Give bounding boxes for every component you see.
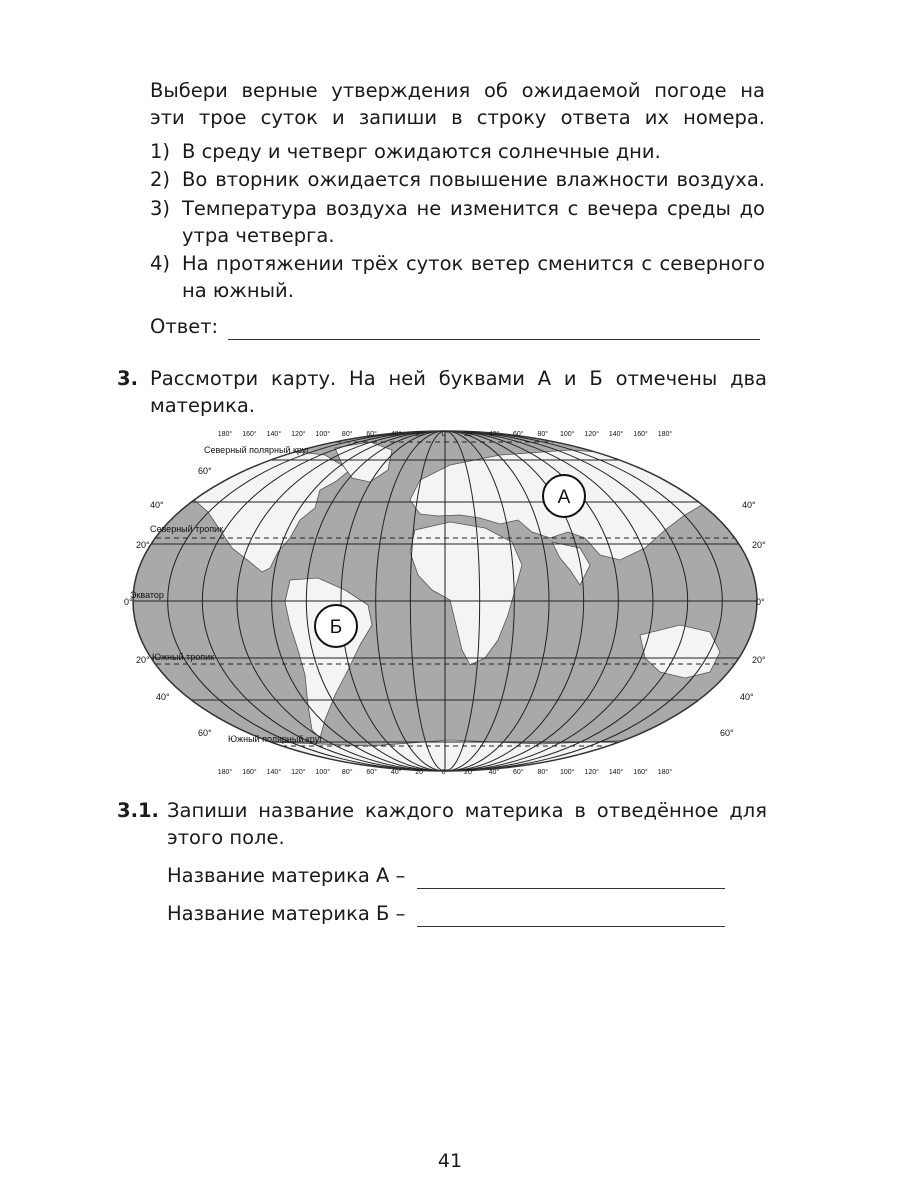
answer-row (150, 313, 760, 340)
lat-label: 40° (156, 692, 170, 702)
longitude-label: 180° (217, 769, 233, 776)
task-number: 3. (117, 367, 138, 390)
longitude-label: 100° (315, 769, 331, 776)
task-text-cont: материка. (150, 394, 255, 417)
option-text: В среду и четверг ожидаются солнечные дни. (182, 140, 661, 163)
marker-b (315, 605, 357, 647)
longitude-label: 140° (266, 431, 282, 438)
task-text: Рассмотри карту. На ней буквами А и Б отмечены два (150, 367, 767, 390)
longitude-label: 120° (291, 769, 306, 776)
option-1 (150, 138, 765, 165)
option-number: 4) (150, 252, 171, 275)
field-a-label: Название материка А – (167, 864, 406, 887)
longitude-label: 160° (242, 769, 257, 776)
lat-label: 0° (756, 597, 765, 607)
option-4 (150, 250, 765, 304)
longitude-label: 20° (464, 431, 475, 438)
task-3-1 (117, 797, 767, 851)
world-map (120, 420, 770, 782)
answer-input-line[interactable] (228, 319, 760, 340)
longitude-label: 180° (657, 431, 673, 438)
option-text: На протяжении трёх суток ветер сменится с северного (182, 252, 765, 275)
longitude-label: 180° (217, 431, 233, 438)
marker-b-letter: Б (329, 617, 343, 638)
marker-a-letter: А (557, 487, 571, 508)
arctic-circle-label: Северный полярный круг (204, 445, 310, 455)
longitude-label: 140° (266, 769, 282, 776)
intro-text (150, 77, 765, 131)
intro-line-1: Выбери верные утверждения об ожидаемой погоде на (150, 79, 765, 102)
lat-label: 60° (720, 728, 734, 738)
subtask-text-cont: этого поле. (167, 826, 285, 849)
option-text-cont: утра четверга. (182, 224, 335, 247)
longitude-label: 80° (537, 769, 549, 776)
longitude-label: 100° (559, 769, 575, 776)
longitude-label: 40° (390, 769, 402, 776)
intro-line-2: эти трое суток и запиши в строку ответа их номера. (150, 106, 765, 129)
subtask-text: Запиши название каждого материка в отведённое для (167, 799, 767, 822)
option-text: Во вторник ожидается повышение влажности воздуха. (182, 168, 765, 191)
page-number: 41 (437, 1150, 463, 1172)
lat-label: 20° (752, 540, 766, 550)
longitude-label: 20° (464, 769, 475, 776)
option-2 (150, 166, 765, 193)
longitude-label: 80° (537, 431, 549, 438)
longitude-label: 120° (584, 769, 599, 776)
longitude-label: 40° (488, 431, 500, 438)
lat-label: 20° (136, 540, 150, 550)
subtask-number: 3.1. (117, 799, 159, 822)
longitude-label: 20° (415, 431, 426, 438)
lat-label: 40° (150, 500, 164, 510)
tropic-south-label: Южный тропик (152, 652, 215, 662)
longitude-label: 160° (633, 431, 648, 438)
tropic-north-label: Северный тропик (150, 524, 224, 534)
lat-label: 60° (198, 466, 212, 476)
longitude-label: 20° (415, 769, 426, 776)
longitude-label: 40° (390, 431, 402, 438)
graticule (120, 431, 770, 771)
longitude-label: 140° (608, 431, 624, 438)
longitude-label: 160° (242, 431, 257, 438)
longitude-label: 60° (513, 431, 524, 438)
field-b-input-line[interactable] (417, 908, 725, 927)
option-3 (150, 195, 765, 249)
field-b-label: Название материка Б – (167, 902, 406, 925)
option-number: 1) (150, 140, 171, 163)
lat-label: 60° (198, 728, 212, 738)
lat-label: 40° (742, 500, 756, 510)
longitude-label: 120° (584, 431, 599, 438)
longitude-label: 80° (341, 431, 353, 438)
field-row-b (167, 900, 725, 927)
antarctic-circle-label: Южный полярный круг (228, 734, 323, 744)
longitude-label: 40° (488, 769, 500, 776)
lat-label: 0° (124, 597, 133, 607)
longitude-label: 0° (441, 769, 449, 776)
longitude-label: 180° (657, 769, 673, 776)
answer-label: Ответ: (150, 315, 219, 338)
option-text: Температура воздуха не изменится с вечера среды до (182, 197, 765, 220)
longitude-label: 60° (366, 769, 377, 776)
top-longitude-labels (218, 430, 673, 438)
longitude-label: 100° (559, 431, 575, 438)
longitude-label: 100° (315, 431, 331, 438)
longitude-label: 60° (513, 769, 524, 776)
bottom-longitude-labels (218, 768, 673, 776)
lat-label: 20° (136, 655, 150, 665)
marker-a (543, 475, 585, 517)
option-number: 2) (150, 168, 171, 191)
lat-label: 40° (740, 692, 754, 702)
field-row-a (167, 862, 725, 889)
equator-label: Экватор (130, 590, 164, 600)
longitude-label: 80° (341, 769, 353, 776)
field-a-input-line[interactable] (417, 870, 725, 889)
lat-label: 20° (752, 655, 766, 665)
longitude-label: 0° (441, 431, 449, 438)
task-3 (117, 365, 767, 419)
longitude-label: 160° (633, 769, 648, 776)
option-number: 3) (150, 197, 171, 220)
longitude-label: 120° (291, 431, 306, 438)
longitude-label: 60° (366, 431, 377, 438)
longitude-label: 140° (608, 769, 624, 776)
option-text-cont: на южный. (182, 279, 294, 302)
